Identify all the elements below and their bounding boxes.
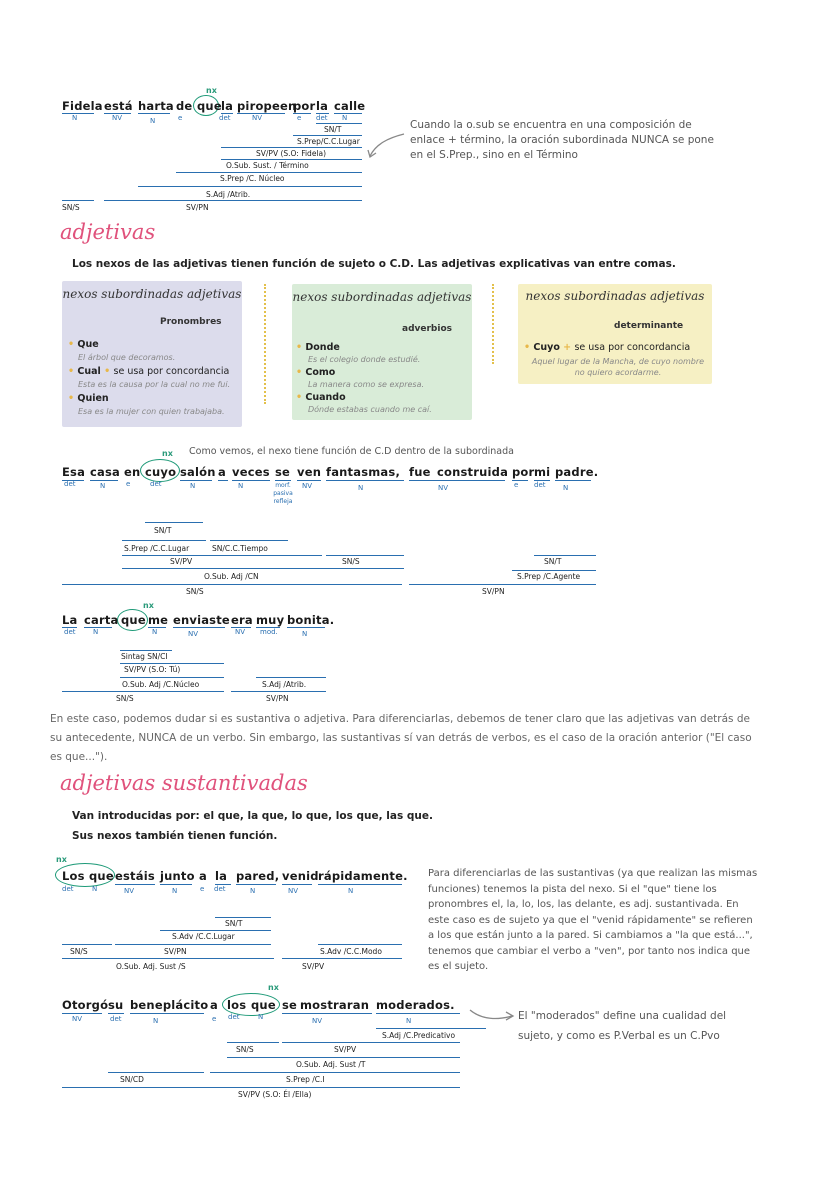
label: S.Adj /Atrib. bbox=[206, 190, 251, 199]
label: O.Sub. Adj. Sust /T bbox=[296, 1060, 366, 1069]
tag: NV bbox=[302, 482, 313, 490]
label: SN/S bbox=[116, 694, 134, 703]
s4-word: la bbox=[215, 869, 228, 883]
box-item: Cual bbox=[77, 366, 101, 377]
tag: NV bbox=[438, 484, 449, 492]
box-item: Cuando bbox=[305, 392, 346, 403]
arrow-icon bbox=[468, 1006, 516, 1026]
intro-text: Sus nexos también tienen función. bbox=[72, 830, 278, 842]
side-note: Cuando la o.sub se encuentra en una composición de enlace + término, la oración subordinada NUNCA se pone en el S.Prep., sino en el Término bbox=[410, 119, 714, 161]
tag: N bbox=[250, 887, 256, 895]
tag: morf. pasiva refleja bbox=[273, 482, 293, 505]
s3-word: La bbox=[62, 613, 78, 627]
tag: NV bbox=[72, 1015, 83, 1023]
box-item: Donde bbox=[305, 342, 340, 353]
s5-word: que bbox=[251, 998, 276, 1012]
s3-word: me bbox=[148, 613, 169, 627]
label: SV/PV bbox=[302, 962, 325, 971]
label: SV/PV (S.O: Él /Ella) bbox=[238, 1090, 312, 1099]
s1-word: que bbox=[197, 99, 222, 113]
box-item-extra: se usa por concordancia bbox=[574, 342, 691, 353]
label: S.Adv /C.C.Lugar bbox=[172, 932, 235, 941]
box-item: Que bbox=[77, 339, 99, 350]
s3-word: carta bbox=[84, 613, 119, 627]
label: SN/S bbox=[342, 557, 360, 566]
s2-word: fue bbox=[409, 465, 431, 479]
s1-word: la bbox=[316, 99, 329, 113]
tag: NV bbox=[188, 630, 199, 638]
box-title: nexos subordinadas adjetivas bbox=[62, 287, 242, 301]
tag: NV bbox=[124, 887, 135, 895]
arrow-icon bbox=[366, 130, 406, 160]
tag: det bbox=[316, 114, 328, 122]
side-note: Para diferenciarlas de las sustantivas (ya que realizan las mismas funciones) tenemos la pista del nexo. Si el "que" tiene los pronombres el, la, lo, los, las delante, es adj. sustantivada. En este caso es de sujeto ya que el "venid rápidamente" se refieren a los que están junto a la pared. Si cambiamos a "la que está...", tenemos que cambiar el verbo a "ven", por tanto nos indica que es el sujeto. bbox=[428, 868, 758, 972]
s4-word: Los bbox=[62, 869, 85, 883]
label: S.Prep/C.C.Lugar bbox=[297, 137, 360, 146]
nexo-mark: nx bbox=[206, 86, 217, 95]
s2-word: casa bbox=[90, 465, 120, 479]
tag: det bbox=[228, 1013, 240, 1021]
tag: det bbox=[62, 885, 74, 893]
label: SV/PV (S.O: Fidela) bbox=[256, 149, 327, 158]
s4-word: rápidamente. bbox=[318, 869, 408, 883]
s1-word: harta bbox=[138, 99, 174, 113]
s4-word: venid bbox=[282, 869, 319, 883]
label: SN/S bbox=[62, 203, 80, 212]
tag: det bbox=[219, 114, 231, 122]
s5-word: su bbox=[108, 998, 124, 1012]
tag: N bbox=[150, 117, 156, 125]
nexo-mark: nx bbox=[143, 601, 154, 610]
label: SN/T bbox=[324, 125, 342, 134]
tag: mod. bbox=[260, 628, 278, 636]
box-item: Quien bbox=[77, 393, 109, 404]
vine-decoration bbox=[264, 284, 274, 404]
tag: NV bbox=[312, 1017, 323, 1025]
label: SV/PV bbox=[170, 557, 193, 566]
s4-word: pared, bbox=[236, 869, 280, 883]
heading-adjetivas-sustantivadas: adjetivas sustantivadas bbox=[60, 771, 308, 795]
tag: det bbox=[64, 628, 76, 636]
box-item-extra: se usa por concordancia bbox=[113, 366, 230, 377]
label: SV/PN bbox=[482, 587, 505, 596]
s4-word: junto bbox=[160, 869, 195, 883]
tag: e bbox=[126, 480, 131, 488]
s3-word: muy bbox=[256, 613, 285, 627]
s2-word: ven bbox=[297, 465, 322, 479]
s5-word: los bbox=[227, 998, 247, 1012]
tag: det bbox=[214, 885, 226, 893]
tag: N bbox=[100, 482, 106, 490]
tag: N bbox=[348, 887, 354, 895]
label: S.Prep /C.C.Lugar bbox=[124, 544, 190, 553]
s1-word: por bbox=[293, 99, 316, 113]
box-example: El árbol que decoramos. bbox=[78, 353, 176, 362]
label: S.Adj /C.Predicativo bbox=[382, 1031, 456, 1040]
s5-word: beneplácito bbox=[130, 998, 209, 1012]
label: SN/S bbox=[186, 587, 204, 596]
label: SV/PV bbox=[334, 1045, 357, 1054]
tag: N bbox=[72, 114, 78, 122]
s2-word: veces bbox=[232, 465, 270, 479]
intro-text: Los nexos de las adjetivas tienen función de sujeto o C.D. Las adjetivas explicativas van entre comas. bbox=[72, 258, 676, 270]
label: SN/S bbox=[70, 947, 88, 956]
label: SN/T bbox=[154, 526, 172, 535]
tag: NV bbox=[235, 628, 246, 636]
label: SV/PV (S.O: Tú) bbox=[124, 665, 181, 674]
s2-word: construida bbox=[437, 465, 509, 479]
box-example: Dónde estabas cuando me caí. bbox=[308, 405, 432, 414]
s3-word: bonita. bbox=[287, 613, 335, 627]
label: SN/CD bbox=[120, 1075, 144, 1084]
box-title: nexos subordinadas adjetivas bbox=[292, 290, 472, 304]
s2-word: en bbox=[124, 465, 141, 479]
explanation-paragraph: En este caso, podemos dudar si es sustantiva o adjetiva. Para diferenciarlas, debemos de tener claro que las adjetivas van detrás de su antecedente, NUNCA de un verbo. Sin embargo, las sustantivas sí van detrás de verbos, es el caso de la oración anterior ("El caso es que..."). bbox=[50, 713, 752, 763]
box-sub: determinante bbox=[614, 321, 684, 331]
box-example: Esa es la mujer con quien trabajaba. bbox=[78, 407, 225, 416]
box-sub: Pronombres bbox=[160, 317, 222, 327]
nexo-mark: nx bbox=[268, 983, 279, 992]
box-determinante: nexos subordinadas adjetivas determinante • Cuyo + se usa por concordancia Aquel lugar de la Mancha, de cuyo nombre no quiero acordarme. bbox=[518, 284, 712, 384]
label: S.Adv /C.C.Modo bbox=[320, 947, 382, 956]
box-example: Aquel lugar de la Mancha, de cuyo nombre no quiero acordarme. bbox=[531, 357, 705, 377]
label: O.Sub. Adj /CN bbox=[204, 572, 259, 581]
side-note: Como vemos, el nexo tiene función de C.D dentro de la subordinada bbox=[189, 446, 514, 457]
s5-word: mostraran bbox=[300, 998, 370, 1012]
heading-adjetivas: adjetivas bbox=[60, 220, 156, 244]
s5-word: se bbox=[282, 998, 298, 1012]
box-example: Esta es la causa por la cual no me fui. bbox=[78, 380, 231, 389]
label: SN/T bbox=[544, 557, 562, 566]
s1-word: calle bbox=[334, 99, 366, 113]
label: SV/PN bbox=[186, 203, 209, 212]
nexo-mark: nx bbox=[162, 449, 173, 458]
label: Sintag SN/CI bbox=[121, 652, 168, 661]
tag: N bbox=[152, 628, 158, 636]
s2-word: a bbox=[218, 465, 226, 479]
s2-word: salón bbox=[180, 465, 216, 479]
box-title: nexos subordinadas adjetivas bbox=[525, 289, 705, 303]
label: SN/S bbox=[236, 1045, 254, 1054]
box-adverbios: nexos subordinadas adjetivas adverbios • Donde Es el colegio donde estudié. • Como La manera como se expresa. • Cuando Dónde estabas cuando me caí. bbox=[292, 284, 472, 420]
tag: e bbox=[178, 114, 183, 122]
s2-word: por bbox=[512, 465, 535, 479]
label: O.Sub. Sust. / Término bbox=[226, 161, 309, 170]
intro-text: Van introducidas por: el que, la que, lo que, los que, las que. bbox=[72, 810, 433, 822]
s5-word: a bbox=[210, 998, 218, 1012]
s4-word: que bbox=[89, 869, 114, 883]
label: SN/T bbox=[225, 919, 243, 928]
s1-word: piropeen bbox=[237, 99, 297, 113]
tag: e bbox=[212, 1015, 217, 1023]
s1-word: Fidela bbox=[62, 99, 103, 113]
tag: det bbox=[64, 480, 76, 488]
label: S.Prep /C. Núcleo bbox=[220, 174, 285, 183]
tag: N bbox=[93, 628, 99, 636]
label: S.Prep /C.I bbox=[286, 1075, 325, 1084]
tag: NV bbox=[288, 887, 299, 895]
s5-word: Otorgó bbox=[62, 998, 109, 1012]
box-example: Es el colegio donde estudié. bbox=[308, 355, 421, 364]
tag: N bbox=[342, 114, 348, 122]
s3-word: enviaste bbox=[173, 613, 230, 627]
tag: N bbox=[190, 482, 196, 490]
tag: det bbox=[110, 1015, 122, 1023]
tag: N bbox=[172, 887, 178, 895]
nexo-mark: nx bbox=[56, 855, 67, 864]
s3-word: que bbox=[121, 613, 146, 627]
label: O.Sub. Adj. Sust /S bbox=[116, 962, 186, 971]
s4-word: a bbox=[199, 869, 207, 883]
label: O.Sub. Adj /C.Núcleo bbox=[122, 680, 200, 689]
s1-word: está bbox=[104, 99, 133, 113]
tag: det bbox=[150, 480, 162, 488]
tag: N bbox=[238, 482, 244, 490]
tag: e bbox=[514, 481, 519, 489]
s2-word: Esa bbox=[62, 465, 86, 479]
box-item: Cuyo bbox=[533, 342, 560, 353]
tag: det bbox=[534, 481, 546, 489]
tag: NV bbox=[112, 114, 123, 122]
tag: N bbox=[406, 1017, 412, 1025]
tag: N bbox=[302, 630, 308, 638]
s2-word: se bbox=[275, 465, 291, 479]
label: S.Prep /C.Agente bbox=[517, 572, 581, 581]
s2-word: fantasmas, bbox=[326, 465, 401, 479]
tag: N bbox=[563, 484, 569, 492]
label: SV/PN bbox=[164, 947, 187, 956]
s5-word: moderados. bbox=[376, 998, 455, 1012]
box-pronombres: nexos subordinadas adjetivas Pronombres • Que El árbol que decoramos. • Cual • se usa por concordancia Esta es la causa por la cual no me fui. • Quien Esa es la mujer con quien trabajaba. bbox=[62, 281, 242, 427]
tag: e bbox=[200, 885, 205, 893]
s3-word: era bbox=[231, 613, 253, 627]
box-sub: adverbios bbox=[402, 324, 452, 334]
s2-word: mi bbox=[534, 465, 551, 479]
s2-word: padre. bbox=[555, 465, 599, 479]
label: SN/C.C.Tiempo bbox=[212, 544, 268, 553]
tag: N bbox=[258, 1013, 264, 1021]
label: S.Adj /Atrib. bbox=[262, 680, 307, 689]
s2-word: cuyo bbox=[145, 465, 177, 479]
tag: NV bbox=[252, 114, 263, 122]
label: SV/PN bbox=[266, 694, 289, 703]
s1-word: de bbox=[176, 99, 193, 113]
tag: N bbox=[153, 1017, 159, 1025]
tag: N bbox=[92, 885, 98, 893]
side-note: El "moderados" define una cualidad del sujeto, y como es P.Verbal es un C.Pvo bbox=[518, 1010, 727, 1042]
s1-word: la bbox=[221, 99, 234, 113]
tag: e bbox=[297, 114, 302, 122]
box-example: La manera como se expresa. bbox=[308, 380, 425, 389]
vine-decoration bbox=[492, 284, 502, 364]
box-item: Como bbox=[305, 367, 336, 378]
tag: N bbox=[358, 484, 364, 492]
s4-word: estáis bbox=[115, 869, 155, 883]
